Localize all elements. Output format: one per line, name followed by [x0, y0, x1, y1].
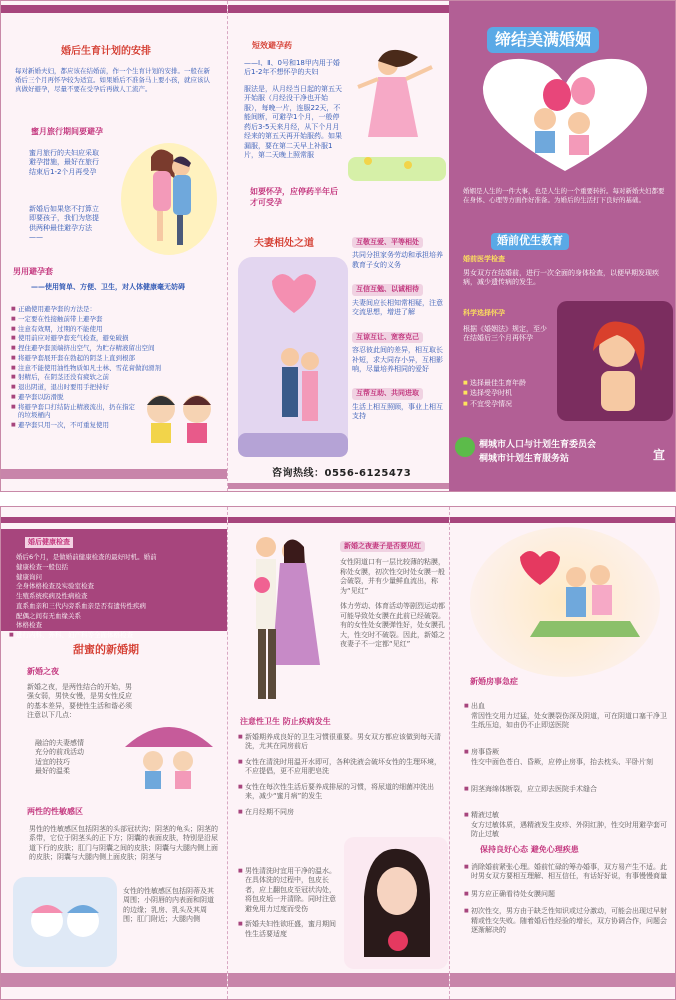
science-item: ■ 选择受孕时机: [463, 389, 553, 398]
hymen-section: [340, 541, 446, 649]
top-band: [1, 5, 227, 13]
checkup-item: ■ 直系血亲和三代内旁系血亲是否有遗传性疾病: [9, 602, 219, 611]
condom-item: ■ 注意不能使用油性物质如凡士林、雪花膏做润滑剂: [11, 364, 221, 373]
org-name-2: 桐城市计划生育服务站: [479, 454, 570, 464]
kissing-couple-illustration: [232, 525, 332, 713]
couple-illustration: [119, 139, 219, 259]
checkup-item: ■ 婚后6个月，是做婚前健康检查的最好时机。婚前: [9, 553, 219, 562]
panel-checkup: [1, 507, 227, 999]
condom-item: ■ 使用前应对避孕套充气检查，避免破损: [11, 334, 221, 343]
hygiene-item: ■ 女性在每次性生活后要养成排尿的习惯，将尿道的细菌冲洗出来，减少“蜜月病”的发生: [238, 783, 444, 802]
panel-birth-plan: [1, 1, 227, 491]
condom-item: ■ 避孕套以防滑脱: [11, 393, 131, 402]
heart-couple-illustration: [475, 55, 655, 175]
sweet-title: 甜蜜的新婚期: [73, 643, 139, 656]
honeymoon-text-2: 新婚后如果您不打算立即要孩子，我们为您提供两种最佳避孕方法——: [29, 205, 99, 242]
hymen-text-2: 体力劳动、体育活动等剧烈运动都可能导致处女膜在此前已经破裂。有的女性处女膜弹性好，处女膜孔大，性交时不破裂。因此，新婚之夜妻子不一定都“见红”: [340, 602, 445, 648]
brochure-outside: [0, 0, 676, 492]
science-list: [463, 379, 553, 410]
first-night-item: 最好的温柔: [35, 767, 70, 776]
condom-item: ■ 正确使用避孕套的方法是：: [11, 305, 221, 314]
condom-item: ■ 退出阴道，退出时要用手把持好: [11, 383, 131, 392]
honeymoon-text: 蜜月旅行的夫妇应采取避孕措施，最好在旅行结束后1-2个月再受孕: [29, 149, 99, 176]
first-night-item: 充分的前戏活动: [35, 748, 84, 757]
checkup-item: ■ 健康检查一般包括: [9, 563, 219, 572]
umbrella-kids-illustration: [119, 717, 219, 797]
hygiene-item: ■ 女性在清洗时用温开水即可，各种洗液会破坏女性的生理环境，不应提倡，更不应用肥皂洗: [238, 758, 444, 777]
first-night-text: 新婚之夜，是两性结合的开始，男强女弱，男快女慢，是男女性反应的基本差异，要使性生活和谐必须注意以下几点：: [27, 683, 132, 720]
checkup-item: ■ 全身体格检查及实验室检查: [9, 582, 219, 591]
science-title: 科学选择怀孕: [463, 309, 505, 317]
checkup-item: ■ 体格检查: [9, 621, 219, 630]
condom-subtitle: ——使用简单、方便、卫生，对人体健康毫无妨碍: [31, 283, 185, 291]
bottom-strip: [450, 973, 676, 987]
exam-text: 男女双方在结婚前，进行一次全面的身体检查，以便早期发现疾病，减少遗传病的发生。: [463, 269, 659, 287]
sensitive-text: 男性的性敏感区包括阴茎的头部冠状沟；阴茎的龟头；阴茎的系带，它位于阴茎头的正下方；阴囊的表面皮肤，特别是沿尿道下行的皮肤；肛门与阴囊之间的皮肤；阴囊与大腿内侧上面的皮肤；阴囊与大腿内侧上面皮肤；阴茎与: [29, 825, 218, 862]
cartoon-kids-illustration: [141, 387, 221, 447]
condom-item: ■ 射精后，在阴茎还没有疲软之前: [11, 373, 131, 382]
condom-item: ■ 注意有效期，过期的不能使用: [11, 325, 221, 334]
hygiene-item: ■ 新婚期养成良好的卫生习惯很重要。男女双方都应该做到每天清洗，尤其在同房前后: [238, 733, 444, 752]
ailment-title: 新婚房事急症: [470, 677, 518, 686]
panel-cover: [449, 1, 676, 491]
section-text: 共同分担家务劳动和承担培养教育子女的义务: [352, 251, 443, 269]
org-tag: 宣: [653, 448, 666, 462]
section-text: 夫妻间应长相知常相疑，注意交流思想，增进了解: [352, 298, 443, 317]
dancing-girl-illustration: [348, 37, 446, 187]
birth-plan-title: 婚后生育计划的安排: [61, 46, 151, 57]
checkup-item: ■ 生殖系统疾病及性病检查: [9, 592, 219, 601]
girl-portrait-illustration: [344, 837, 448, 969]
couple-stars-illustration: [238, 257, 348, 457]
checkup-item: ■ 进行内科、外科、妇产科等全面体格检查: [9, 631, 219, 640]
sensitive-title: 两性的性敏感区: [27, 807, 83, 816]
cover-body: 婚姻是人生的一件大事，也是人生的一个重要转折。每对新婚夫妇都要在身体、心理等方面作好准备。为婚后的生活打下良好的基础。: [463, 187, 665, 204]
hygiene-item: ■ 男性清洗时宜用干净的温水。在具体洗的过程中，包皮长者，应上翻包皮至冠状沟处，将包皮垢一并清除。同时注意避免用力过度而受伤: [238, 867, 338, 914]
ailment-item: ■ 精液过敏 女方过敏体质，遇精液发生皮疹、外阴红肿，性交时用避孕套可防止过敏: [464, 811, 670, 839]
birth-plan-intro: 每对新婚夫妇，都应该在结婚前，作一个生育计划的安排。一般在新婚后三个月再怀孕较为适宜。如果婚后不准备马上要小孩，就应该认真做好避孕，尽量不要在受孕后再做人工流产。: [15, 67, 210, 93]
hymen-text: 女性阴道口有一层比较薄的粘膜，称处女膜，初次性交时处女膜一般会破裂，并有少量鲜血流出，称为“见红”: [340, 558, 445, 595]
sitting-couple-illustration: [480, 537, 650, 657]
condom-item: ■ 一定要在性接触前带上避孕套: [11, 315, 221, 324]
honeymoon-title: 蜜月旅行期间要避孕: [31, 127, 103, 136]
bottom-strip: [228, 483, 449, 489]
hygiene-title: 注意性卫生 防止疾病发生: [240, 717, 331, 726]
condom-title: 男用避孕套: [13, 267, 53, 276]
first-night-item: 适宜的技巧: [35, 757, 70, 766]
mental-item: ■ 消除婚前紧张心理。婚前忙碌的筹办婚事，双方易产生不适。此时男女双方要相互理解、相互信任，有话好好说，有事慢慢商量: [464, 863, 670, 882]
science-text: 根据《婚姻法》规定，至少在结婚后三个月再怀孕: [463, 325, 547, 343]
top-band: [228, 517, 449, 523]
panel-hygiene: [227, 507, 449, 999]
top-band: [228, 5, 449, 13]
first-night-title: 新婚之夜: [27, 667, 59, 676]
pill-title: 短效避孕药: [252, 41, 292, 50]
section-title: 互谅互让、宽容克己: [352, 332, 423, 343]
couple-sections: [352, 237, 448, 422]
org-logo-icon: [455, 437, 475, 457]
science-item: ■ 不宜受孕情况: [463, 400, 553, 409]
brochure-inside: [0, 506, 676, 1000]
woman-portrait-illustration: [557, 301, 673, 421]
hygiene-list-bottom: [238, 867, 338, 940]
pill-text-2: 服法是，从月经当日起的第五天开始服（月经没干净也开始服），每晚一片，连服22天，不能间断，可避孕1个月，一般停药后3-5天来月经，从下个月月经来的第五天再开始服药。如果漏服，要在第二天早上补服1片，第二天晚上照常服: [244, 85, 342, 160]
checkup-title: 婚后健康检查: [25, 537, 73, 548]
checkup-item: ■ 健康询问: [9, 573, 219, 582]
section-title: 互敬互爱、平等相处: [352, 237, 423, 248]
science-item: ■ 选择最佳生育年龄: [463, 379, 553, 388]
pill-footer: 如要怀孕，应停药半年后才可受孕: [250, 187, 338, 207]
cover-headline: 缔结美满婚姻: [487, 27, 599, 53]
mental-list: [464, 863, 670, 937]
cover-subtitle: 婚前优生教育: [491, 233, 569, 250]
hygiene-item: ■ 在月经期不同房: [238, 808, 444, 817]
ailment-item: ■ 阴茎海绵体断裂，应立即去医院手术缝合: [464, 785, 670, 794]
ailment-list: [464, 693, 670, 850]
panel-contraception: [227, 1, 449, 491]
couple-title: 夫妻相处之道: [254, 238, 314, 249]
section-title: 互帮互助、共同进取: [352, 388, 423, 399]
bottom-strip: [228, 973, 449, 987]
bottom-strip: [1, 973, 227, 987]
section-text: 生活上相互照顾，事业上相互支持: [352, 402, 443, 421]
org-name-1: 桐城市人口与计划生育委员会: [479, 440, 597, 450]
hygiene-item: ■ 新婚夫妇性欲旺盛，蜜月期间性生活要适度: [238, 920, 338, 939]
condom-item: ■ 将避孕套展开套在勃起的阴茎上直到根部: [11, 354, 221, 363]
ailment-item: ■ 出血 常因性交用力过猛，处女膜裂伤深及阴道，可在阴道口塞干净卫生纸压迫，如由仍不止即送医院: [464, 702, 670, 730]
mental-item: ■ 初次性交，男方由于缺乏性知识或过分激动，可能会出现过早射精或性交失败。随着婚后性经验的增长，双方协调合作，问题会逐渐解决的: [464, 907, 670, 935]
mental-title: 保持良好心态 避免心理疾患: [480, 845, 579, 854]
condom-item: ■ 捏住避孕套顶端挤出空气，为贮存精液留出空间: [11, 344, 221, 353]
ailment-item: ■ 房事昏厥 性交中面色苍白、昏厥，应停止房事，抬去枕头、平卧片刻: [464, 748, 670, 767]
section-title: 互信互勉、以诚相待: [352, 284, 423, 295]
hymen-title: 新婚之夜妻子是否要见红: [340, 541, 425, 552]
condom-item: ■ 将避孕套口打结防止精液流出，扔在指定的垃圾桶内: [11, 403, 141, 421]
sensitive-text-2: 女性的性敏感区包括阴蒂及其周围；小阴唇的内表面和阴道的边缘；乳房、乳头及其周围；肛门附近；大腿内侧: [123, 887, 214, 924]
hygiene-list-top: [238, 733, 444, 823]
panel-emergencies: [449, 507, 676, 999]
first-night-item: 融洽的夫妻感情: [35, 739, 84, 747]
hotline-text: 咨询热线：0556-6125473: [272, 468, 412, 479]
top-band: [1, 517, 227, 523]
exam-title: 婚前医学检查: [463, 255, 505, 263]
section-text: 容忍彼此间的差异，相互取长补短，求大同存小异，互相影响，尽量培养相同的爱好: [352, 346, 443, 373]
mental-item: ■ 男方应正确看待处女膜问题: [464, 890, 670, 899]
bottom-strip: [1, 469, 227, 479]
cartoon-couple-illustration: [13, 877, 117, 967]
checkup-list: [9, 553, 219, 641]
pill-text: ——Ⅰ、Ⅱ、0号和18甲内用于婚后1-2年不想怀孕的夫妇: [244, 59, 340, 77]
top-band: [450, 517, 676, 523]
checkup-item: ■ 配偶之间有无血缘关系: [9, 612, 219, 621]
condom-item: ■ 避孕套只用一次，不可重复使用: [11, 421, 141, 430]
